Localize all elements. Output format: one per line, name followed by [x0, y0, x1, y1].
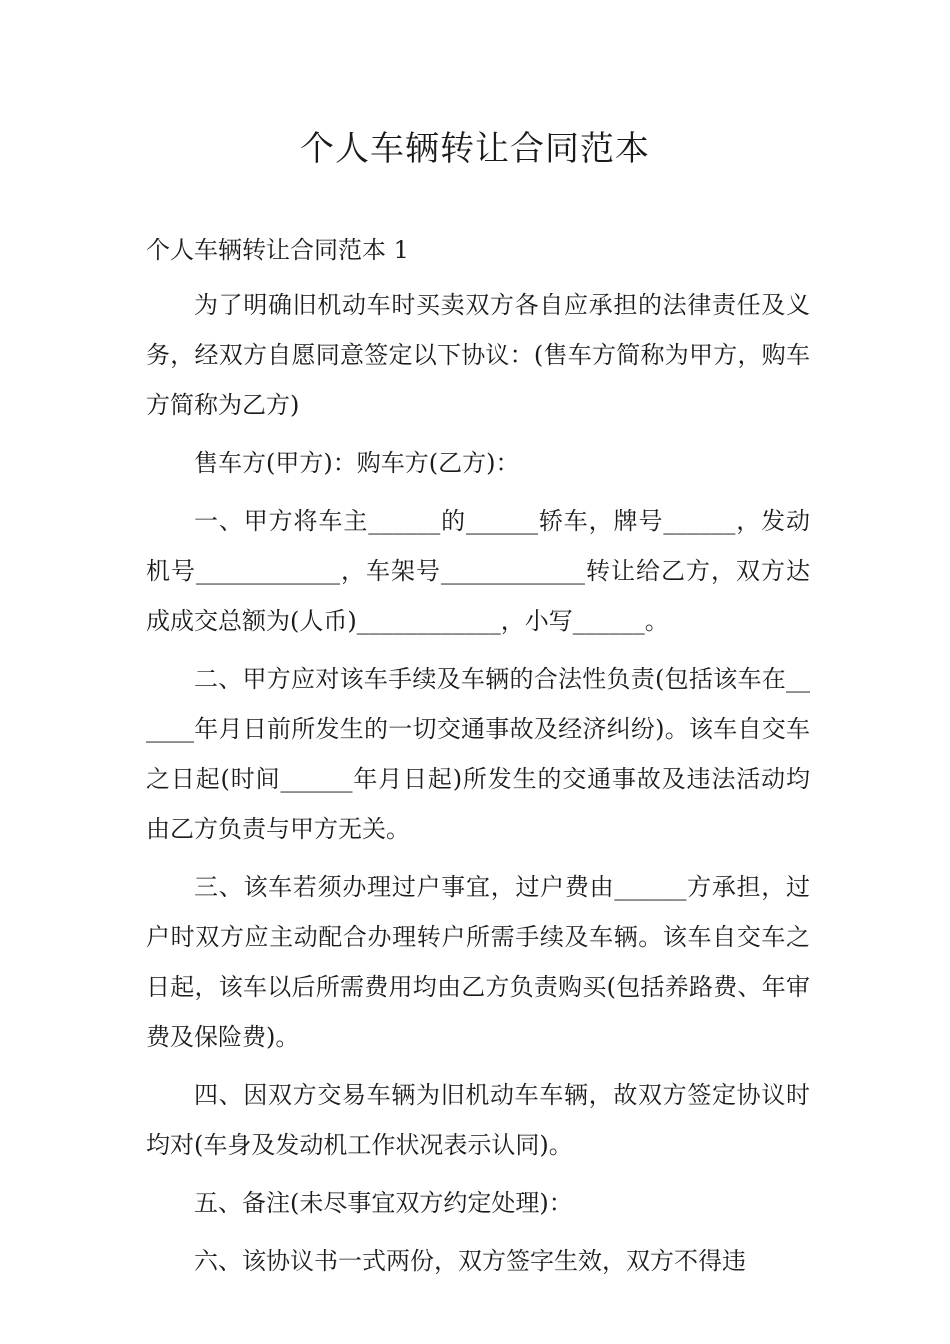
document-subtitle: 个人车辆转让合同范本 1	[146, 236, 409, 264]
paragraph-clause-3: 三、该车若须办理过户事宜，过户费由______方承担，过户时双方应主动配合办理转户所需手续及车辆。该车自交车之日起，该车以后所需费用均由乙方负责购买(包括养路费、年审费及保险费)。	[146, 873, 810, 1051]
paragraph-clause-4: 四、因双方交易车辆为旧机动车车辆，故双方签定协议时均对(车身及发动机工作状况表示认同)。	[146, 1081, 810, 1159]
document-body	[146, 280, 810, 1294]
paragraph-clause-1: 一、甲方将车主______的______轿车，牌号______，发动机号____________，车架号____________转让给乙方，双方达成成交总额为(人币)____________，小写______。	[146, 507, 810, 635]
paragraph-clause-5: 五、备注(未尽事宜双方约定处理)：	[194, 1189, 573, 1217]
paragraph-intro: 为了明确旧机动车时买卖双方各自应承担的法律责任及义务，经双方自愿同意签定以下协议：(售车方简称为甲方，购车方简称为乙方)	[146, 291, 810, 419]
paragraph-clause-6: 六、该协议书一式两份，双方签字生效，双方不得违	[194, 1247, 746, 1275]
paragraph-clause-2: 二、甲方应对该车手续及车辆的合法性负责(包括该车在______年月日前所发生的一切交通事故及经济纠纷)。该车自交车之日起(时间______年月日起)所发生的交通事故及违法活动均由乙方负责与甲方无关。	[146, 665, 810, 843]
paragraph-parties: 售车方(甲方)：购车方(乙方)：	[194, 449, 520, 477]
document-title: 个人车辆转让合同范本	[300, 129, 650, 169]
